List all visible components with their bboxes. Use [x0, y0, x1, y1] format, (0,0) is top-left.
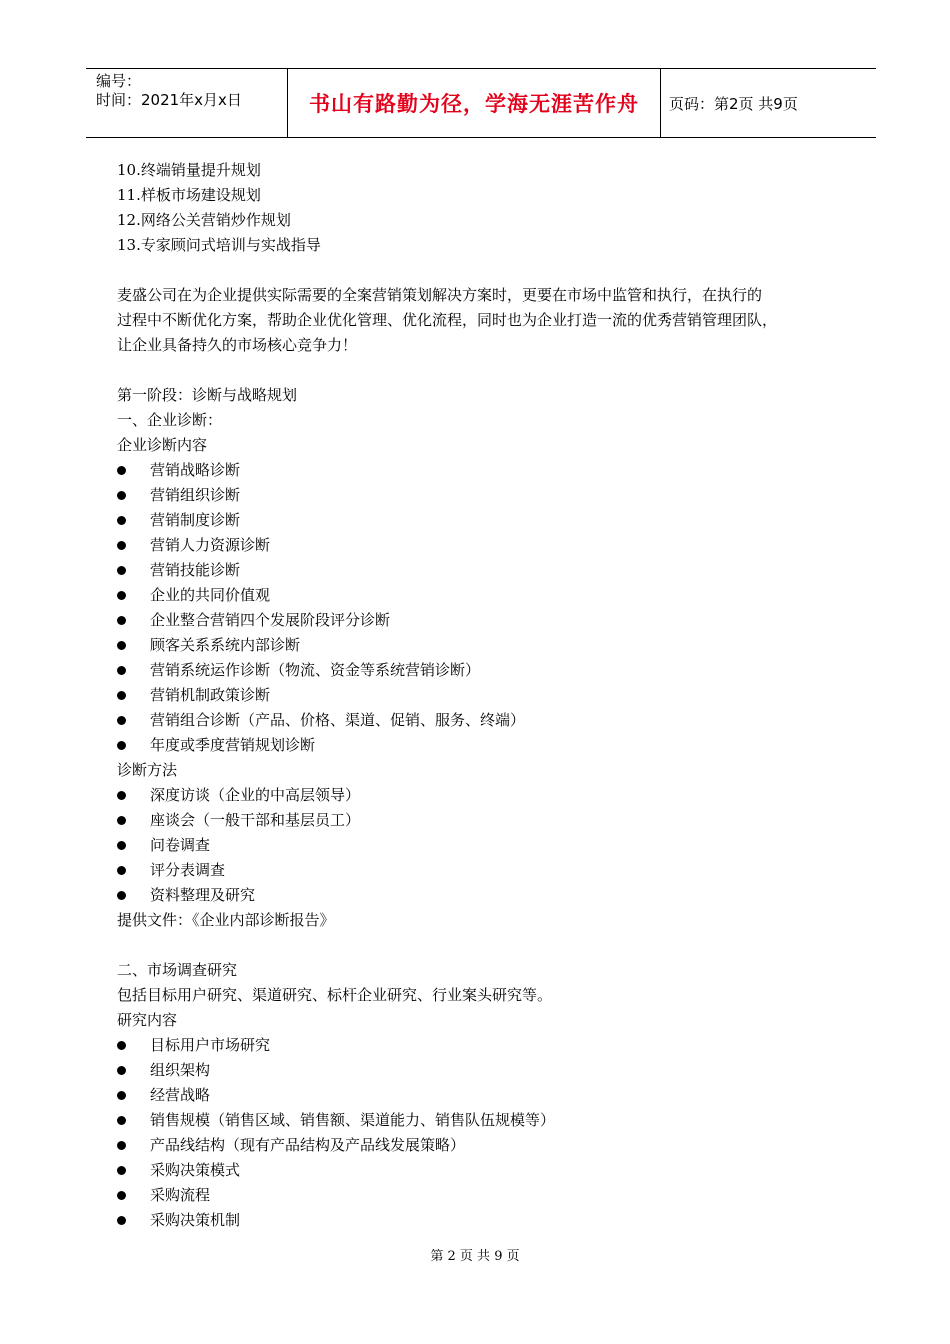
bullet-text: 营销制度诊断	[150, 511, 241, 529]
bullet-icon	[117, 666, 126, 675]
bullet-item	[117, 483, 877, 508]
bullet-icon	[117, 1216, 126, 1225]
bullet-icon	[117, 891, 126, 900]
bullet-item	[117, 558, 877, 583]
bullet-item	[117, 1133, 877, 1158]
bullet-item	[117, 1183, 877, 1208]
list-item: 13.专家顾问式培训与实战指导	[117, 236, 321, 254]
bullet-text: 采购决策机制	[150, 1211, 241, 1229]
bullet-text: 销售规模（销售区域、销售额、渠道能力、销售队伍规模等）	[150, 1111, 556, 1129]
bullet-item	[117, 608, 877, 633]
bullet-text: 组织架构	[150, 1061, 211, 1079]
bullet-item	[117, 783, 877, 808]
bullet-text: 顾客关系系统内部诊断	[150, 636, 301, 654]
bullet-text: 目标用户市场研究	[150, 1036, 271, 1054]
bullet-item	[117, 1083, 877, 1108]
intro-paragraph-line: 麦盛公司在为企业提供实际需要的全案营销策划解决方案时，更要在市场中监管和执行，在执行的	[117, 286, 763, 304]
bullet-item	[117, 683, 877, 708]
bullet-icon	[117, 466, 126, 475]
bullet-text: 采购流程	[150, 1186, 211, 1204]
bullet-text: 问卷调查	[150, 836, 211, 854]
document-date: 时间：2021年x月x日	[96, 91, 242, 109]
bullet-icon	[117, 591, 126, 600]
bullet-text: 产品线结构（现有产品结构及产品线发展策略）	[150, 1136, 466, 1154]
subsection-label: 诊断方法	[117, 761, 178, 779]
document-number-label: 编号：	[96, 72, 142, 90]
bullet-text: 年度或季度营销规划诊断	[150, 736, 316, 754]
bullet-item	[117, 1058, 877, 1083]
bullet-item	[117, 858, 877, 883]
stage-title: 第一阶段：诊断与战略规划	[117, 386, 298, 404]
bullet-icon	[117, 1166, 126, 1175]
bullet-text: 营销技能诊断	[150, 561, 241, 579]
bullet-text: 营销人力资源诊断	[150, 536, 271, 554]
bullet-text: 采购决策模式	[150, 1161, 241, 1179]
bullet-text: 资料整理及研究	[150, 886, 256, 904]
bullet-icon	[117, 516, 126, 525]
bullet-icon	[117, 1041, 126, 1050]
bullet-item	[117, 458, 877, 483]
bullet-item	[117, 508, 877, 533]
bullet-icon	[117, 691, 126, 700]
bullet-text: 营销组合诊断（产品、价格、渠道、促销、服务、终端）	[150, 711, 526, 729]
bullet-text: 营销组织诊断	[150, 486, 241, 504]
bullet-text: 营销机制政策诊断	[150, 686, 271, 704]
list-item: 10.终端销量提升规划	[117, 161, 261, 179]
list-item: 11.样板市场建设规划	[117, 186, 261, 204]
bullet-item	[117, 708, 877, 733]
subsection-label: 企业诊断内容	[117, 436, 208, 454]
bullet-icon	[117, 866, 126, 875]
bullet-icon	[117, 841, 126, 850]
intro-paragraph-line: 过程中不断优化方案，帮助企业优化管理、优化流程，同时也为企业打造一流的优秀营销管理团队，	[117, 311, 778, 329]
bullet-text: 企业的共同价值观	[150, 586, 271, 604]
bullet-icon	[117, 1116, 126, 1125]
bullet-item	[117, 533, 877, 558]
bullet-item	[117, 583, 877, 608]
bullet-icon	[117, 741, 126, 750]
header-motto: 书山有路勤为径，学海无涯苦作舟	[287, 69, 661, 137]
bullet-icon	[117, 791, 126, 800]
bullet-text: 评分表调查	[150, 861, 226, 879]
page-header	[86, 68, 876, 138]
bullet-item	[117, 1108, 877, 1133]
bullet-item	[117, 833, 877, 858]
subsection-label: 研究内容	[117, 1011, 178, 1029]
bullet-item	[117, 1158, 877, 1183]
list-item: 12.网络公关营销炒作规划	[117, 211, 291, 229]
bullet-text: 深度访谈（企业的中高层领导）	[150, 786, 361, 804]
bullet-item	[117, 1033, 877, 1058]
bullet-item	[117, 658, 877, 683]
bullet-icon	[117, 1091, 126, 1100]
bullet-icon	[117, 816, 126, 825]
section-heading: 一、企业诊断：	[117, 411, 223, 429]
bullet-icon	[117, 566, 126, 575]
bullet-icon	[117, 1191, 126, 1200]
header-meta	[96, 72, 242, 110]
deliverable: 提供文件：《企业内部诊断报告》	[117, 911, 335, 929]
header-page-number: 页码：第2页 共9页	[669, 95, 798, 113]
bullet-item	[117, 733, 877, 758]
bullet-icon	[117, 491, 126, 500]
bullet-item	[117, 1208, 877, 1233]
bullet-icon	[117, 716, 126, 725]
bullet-icon	[117, 641, 126, 650]
bullet-icon	[117, 616, 126, 625]
bullet-text: 营销战略诊断	[150, 461, 241, 479]
section-heading: 二、市场调查研究	[117, 961, 238, 979]
bullet-item	[117, 633, 877, 658]
document-body	[117, 158, 877, 1233]
bullet-icon	[117, 1066, 126, 1075]
bullet-text: 经营战略	[150, 1086, 211, 1104]
bullet-item	[117, 808, 877, 833]
page-footer: 第 2 页 共 9 页	[430, 1249, 520, 1264]
bullet-text: 座谈会（一般干部和基层员工）	[150, 811, 361, 829]
bullet-item	[117, 883, 877, 908]
bullet-icon	[117, 541, 126, 550]
bullet-text: 营销系统运作诊断（物流、资金等系统营销诊断）	[150, 661, 481, 679]
intro-paragraph-line: 让企业具备持久的市场核心竞争力！	[117, 336, 358, 354]
bullet-icon	[117, 1141, 126, 1150]
section-description: 包括目标用户研究、渠道研究、标杆企业研究、行业案头研究等。	[117, 986, 553, 1004]
bullet-text: 企业整合营销四个发展阶段评分诊断	[150, 611, 391, 629]
